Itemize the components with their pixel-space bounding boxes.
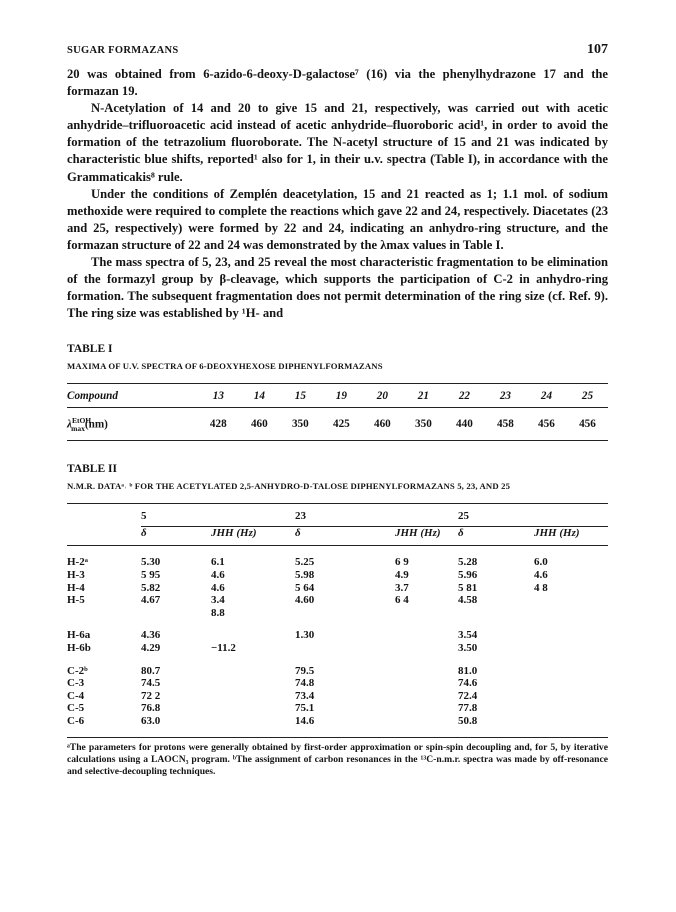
paragraph: Under the conditions of Zemplén deacetylation, 15 and 21 reacted as 1; 1.1 mol. of sodium methoxide were required to complete the reactions which gave 22 and 24, respectively. Diacetates (23 and 25, respectively) were formed by 22 and 24, indicating an anhydro-ring structure, and the formazan structure of 22 and 24 was demonstrated by the λmax values in Table I. [67, 186, 608, 252]
table2-subheader: JHH (Hz) [534, 527, 608, 546]
table-cell: 3.4 [211, 594, 225, 607]
table2-group-header: 5 [141, 510, 295, 527]
row-label: C-2ᵇ [67, 664, 88, 677]
table-cell [534, 702, 608, 715]
table-cell: 4.9 [395, 569, 409, 581]
table-cell: 4.67 [141, 594, 161, 607]
table-cell [295, 607, 377, 620]
table-cell: 76.8 [141, 702, 161, 715]
table-row [67, 690, 608, 703]
table2-label: TABLE II [67, 463, 117, 476]
row-label [67, 607, 141, 620]
table-cell: 5.28 [458, 556, 478, 569]
table-cell: 4.36 [141, 629, 161, 642]
table-cell: 5.25 [295, 556, 315, 569]
table-row [67, 607, 608, 620]
table-cell [377, 690, 458, 703]
table-cell: 5 95 [141, 569, 161, 581]
table-cell: 4.6 [534, 569, 548, 581]
table2-proton-rows [67, 556, 608, 619]
table-cell [295, 642, 377, 655]
table1-compound: 25 [567, 384, 608, 408]
page-number: 107 [587, 42, 608, 57]
table-row [67, 594, 608, 607]
table-cell [193, 665, 295, 678]
table-cell [377, 665, 458, 678]
table-cell: 3.7 [395, 581, 409, 594]
table2-subheader-row [67, 527, 608, 546]
table1-compound: 21 [403, 384, 444, 408]
journal-page [67, 42, 608, 779]
table-cell: 6.0 [534, 556, 548, 569]
table-cell: 4.6 [211, 581, 225, 594]
table-cell [193, 715, 295, 728]
body-text [67, 66, 608, 322]
table-cell: 4.60 [295, 594, 315, 607]
table-cell: 4.6 [211, 569, 225, 581]
table1-compound: 14 [239, 384, 280, 408]
table-cell: 74.5 [141, 677, 161, 690]
table1-lambda-value: 428 [209, 418, 227, 431]
table-cell: 50.8 [458, 714, 478, 727]
table-cell [193, 690, 295, 703]
table-cell [193, 702, 295, 715]
table2-subheader: δ [295, 527, 377, 546]
table1-compound: 15 [280, 384, 321, 408]
table-cell: 6.1 [211, 556, 225, 569]
table1-compound: 23 [485, 384, 526, 408]
table2 [67, 503, 608, 727]
row-label: C-4 [67, 689, 85, 702]
table-cell: 72 2 [141, 689, 161, 702]
table-cell [534, 642, 608, 655]
table-row [67, 556, 608, 569]
table2-group-header: 25 [458, 510, 608, 527]
table-cell: 5.96 [458, 569, 478, 581]
row-label: H-4 [67, 581, 85, 594]
table-row [67, 582, 608, 595]
table-cell: 77.8 [458, 702, 478, 715]
table-cell: 75.1 [295, 702, 315, 715]
table-cell [534, 677, 608, 690]
table1-caption: MAXIMA OF U.V. SPECTRA OF 6-DEOXYHEXOSE DIPHENYLFORMAZANS [67, 361, 383, 372]
table-row [67, 569, 608, 582]
table-cell: 81.0 [458, 664, 478, 677]
table-cell [193, 677, 295, 690]
row-label: H-5 [67, 594, 85, 607]
table-cell [377, 642, 458, 655]
table1-row-label-lambda: $\lambda^{EtOH}_{max}(nm)$ [67, 415, 108, 433]
table-row [67, 629, 608, 642]
table-cell [377, 677, 458, 690]
table-cell: 80.7 [141, 664, 161, 677]
table-cell [141, 607, 193, 620]
table2-subheader: δ [458, 527, 534, 546]
paragraph: 20 was obtained from 6-azido-6-deoxy-D-galactose⁷ (16) via the phenylhydrazone 17 and the formazan 19. [67, 67, 608, 99]
table1-compound: 22 [444, 384, 485, 408]
table1-lambda-value: 458 [497, 418, 514, 431]
table-cell: 6 9 [395, 556, 409, 569]
table-cell: 5.30 [141, 556, 161, 569]
table1-lambda-value: 460 [250, 418, 268, 431]
table2-subheader: δ [141, 527, 193, 546]
table1-lambda-value: 456 [538, 418, 555, 431]
table1-value-row [67, 408, 608, 441]
table2-methylene-rows [67, 629, 608, 654]
table1-compound: 13 [198, 384, 239, 408]
table2-caption: N.M.R. DATAᵃ˒ ᵇ FOR THE ACETYLATED 2,5-ANHYDRO-D-TALOSE DIPHENYLFORMAZANS 5, 23, AND 25 [67, 481, 511, 492]
table-cell [534, 607, 608, 620]
table-cell: 5 81 [458, 581, 478, 594]
table-cell: 1.30 [295, 629, 315, 642]
table-cell [534, 594, 608, 607]
table1-row-label-compound: Compound [67, 384, 198, 408]
table-cell: 5.82 [141, 581, 161, 594]
table-cell: 8.8 [211, 606, 225, 619]
paragraph: N-Acetylation of 14 and 20 to give 15 and 21, respectively, was carried out with acetic anhydride–trifluoroacetic acid instead of acetic anhydride–fluoroboric acid¹, in order to avoid the formation of the tetrazolium fluoroborate. The N-acetyl structure of 15 and 21 was indicated by characteristic blue shifts, reported¹ also for 1, in their u.v. spectra (Table I), in accordance with the Grammaticakis⁸ rule. [67, 101, 608, 184]
table-row [67, 702, 608, 715]
table-cell: 73.4 [295, 689, 315, 702]
table-cell: 5 64 [295, 581, 315, 594]
table-cell: 74.6 [458, 677, 478, 690]
table1-header-row [67, 384, 608, 408]
row-label: C-3 [67, 677, 85, 690]
table1-lambda-value: 425 [332, 418, 350, 431]
table1 [67, 383, 608, 441]
table-cell [377, 715, 458, 728]
table2-carbon-rows [67, 665, 608, 728]
table1-compound: 19 [321, 384, 362, 408]
row-label: H-2ᵃ [67, 556, 88, 569]
table-cell: 4 8 [534, 581, 548, 594]
table1-compound: 20 [362, 384, 403, 408]
paragraph: The mass spectra of 5, 23, and 25 reveal the most characteristic fragmentation to be elimination of the formazyl group by β-cleavage, which supports the participation of C-2 in anhydro-ring formation. The subsequent fragmentation does not permit determination of the ring size (cf. Ref. 9). The ring size was established by ¹H- and [67, 255, 608, 321]
table2-group-row [67, 510, 608, 527]
table1-lambda-value: 350 [291, 418, 309, 431]
table-cell: 79.5 [295, 664, 315, 677]
table-row [67, 677, 608, 690]
table1-lambda-value: 460 [373, 418, 391, 431]
table-cell: −11.2 [211, 641, 236, 654]
table-cell: 4.29 [141, 641, 161, 654]
table-cell [534, 629, 608, 642]
table-cell: 74.8 [295, 677, 315, 690]
table-cell: 3.54 [458, 629, 478, 642]
table1-lambda-value: 440 [456, 418, 473, 431]
table-row [67, 715, 608, 728]
table-cell [534, 665, 608, 678]
table-cell: 72.4 [458, 689, 478, 702]
table-cell [377, 629, 458, 642]
table1-compound: 24 [526, 384, 567, 408]
table-cell [458, 607, 534, 620]
page-header [67, 42, 608, 66]
table-row [67, 665, 608, 678]
table-cell: 3.50 [458, 641, 478, 654]
table1-lambda-value: 350 [415, 418, 432, 431]
running-head: SUGAR FORMAZANS [67, 45, 179, 56]
table-cell: 14.6 [295, 714, 315, 727]
table-cell [377, 702, 458, 715]
row-label: H-3 [67, 569, 85, 581]
table2-group-header: 23 [295, 510, 458, 527]
table2-footnote: ᵃThe parameters for protons were generally obtained by first-order approximation or spin-spin decoupling and, for 5, by iterative calculations using a LAOCN₃ program. ᵇThe assignment of carbon resonances in the ¹³C-n.m.r. spectra was made by off-resonance and selective-decoupling techniques. [67, 737, 608, 779]
table2-subheader: JHH (Hz) [193, 527, 295, 546]
table-cell [377, 607, 458, 620]
row-label: H-6a [67, 629, 91, 642]
table-cell: 63.0 [141, 714, 161, 727]
table2-subheader: JHH (Hz) [377, 527, 458, 546]
table1-label: TABLE I [67, 343, 113, 356]
table-cell [193, 629, 295, 642]
row-label: C-6 [67, 714, 85, 727]
table1-lambda-value: 456 [579, 418, 596, 431]
row-label: C-5 [67, 702, 85, 715]
table-cell [534, 690, 608, 703]
table-cell [534, 715, 608, 728]
table-cell: 4.58 [458, 594, 478, 607]
row-label: H-6b [67, 641, 91, 654]
table-cell: 6 4 [395, 594, 409, 607]
table-cell: 5.98 [295, 569, 315, 581]
table-row [67, 642, 608, 655]
